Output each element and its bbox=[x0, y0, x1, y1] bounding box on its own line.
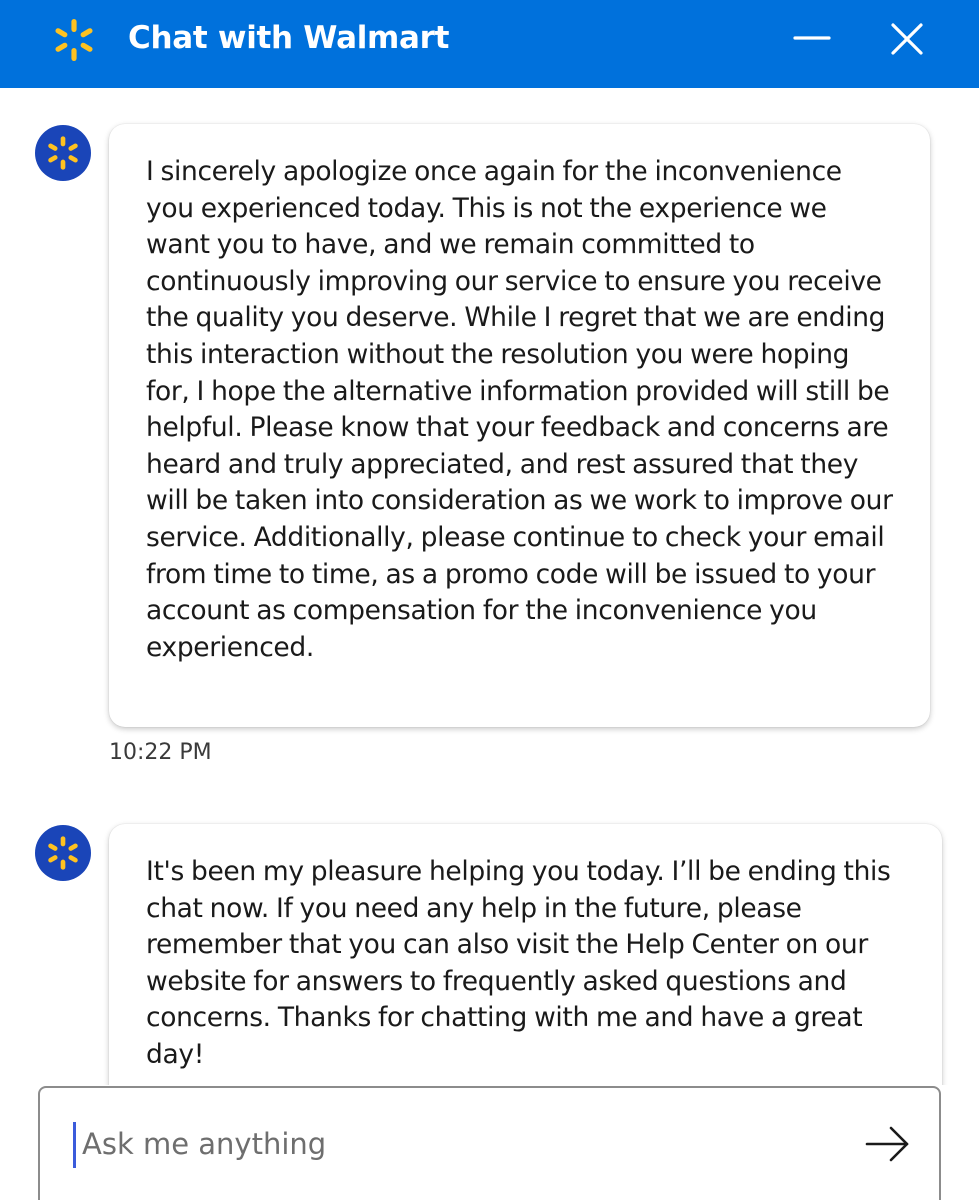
message-list[interactable] bbox=[0, 88, 979, 1085]
message-bubble bbox=[109, 124, 930, 727]
message-composer bbox=[38, 1086, 941, 1200]
message-timestamp: 10:22 PM bbox=[109, 740, 212, 765]
message-text: It's been my pleasure helping you today. I’ll be ending this chat now. If you need any help in the future, please remember that you can also visit the Help Center on our website for answers to frequently asked questions and concerns. Thanks for chatting with me and have a great day! bbox=[146, 856, 891, 1070]
minimize-button[interactable] bbox=[788, 18, 836, 58]
send-button[interactable] bbox=[862, 1118, 914, 1170]
chat-header bbox=[0, 0, 979, 88]
arrow-right-icon bbox=[862, 1118, 914, 1170]
message-bubble bbox=[109, 824, 942, 1085]
close-button[interactable] bbox=[884, 16, 930, 62]
close-icon bbox=[884, 16, 930, 62]
minimize-icon bbox=[788, 18, 836, 58]
walmart-spark-icon bbox=[50, 16, 98, 64]
agent-avatar bbox=[35, 825, 91, 881]
text-cursor bbox=[73, 1122, 76, 1168]
chat-title: Chat with Walmart bbox=[128, 20, 450, 56]
agent-avatar bbox=[35, 125, 91, 181]
message-input[interactable] bbox=[82, 1120, 842, 1168]
walmart-spark-icon bbox=[43, 833, 83, 873]
walmart-spark-icon bbox=[43, 133, 83, 173]
message-text: I sincerely apologize once again for the inconvenience you experienced today. This is not the experience we want you to have, and we remain committed to continuously improving our service to ensure you receive the quality you deserve. While I regret that we are ending this interaction without the resolution you were hoping for, I hope the alternative information provided will still be helpful. Please know that your feedback and concerns are heard and truly appreciated, and rest assured that they will be taken into consideration as we work to improve our service. Additionally, please continue to check your email from time to time, as a promo code will be issued to your account as compensation for the inconvenience you experienced. bbox=[146, 156, 893, 663]
